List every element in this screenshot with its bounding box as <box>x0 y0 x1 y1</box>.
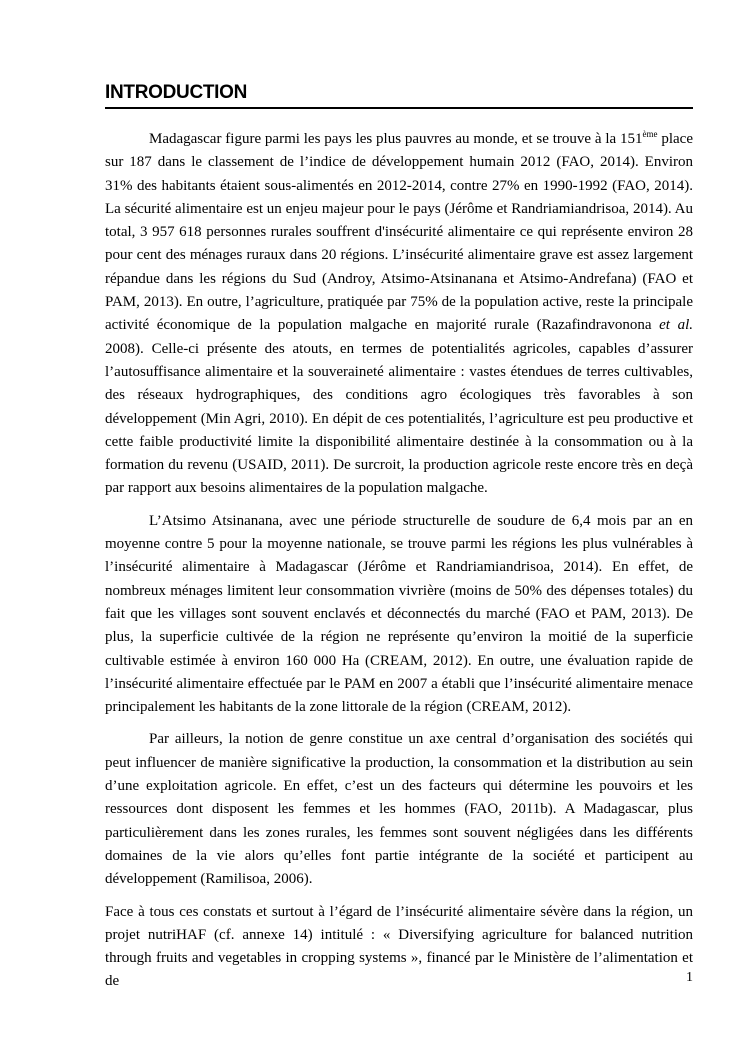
text-segment: ème <box>642 129 658 139</box>
text-segment: place sur 187 dans le classement de l’indice de développement humain 2012 (FAO, 2014). Environ 31% des habitants étaient sous-alimentés en 2012-2014, contre 27% en 1990-1992 (FAO, 2014). La sécurité alimentaire est un enjeu majeur pour le pays (Jérôme et Randriamiandrisoa, 2014). Au total, 3 957 618 personnes rurales souffrent d'insécurité alimentaire ce qui représente environ 28 pour cent des ménages ruraux dans 20 régions. L’insécurité alimentaire grave est assez largement répandue dans les régions du Sud (Androy, Atsimo-Atsinanana et Atsimo-Andrefana) (FAO et PAM, 2013). En outre, l’agriculture, pratiquée par 75% de la population active, reste la principale activité économique de la population malgache en majorité rurale (Razafindravonona <box>105 131 694 334</box>
text-segment: L’Atsimo Atsinanana, avec une période structurelle de soudure de 6,4 mois par an en moyenne contre 5 pour la moyenne nationale, se trouve parmi les régions les plus vulnérables à l’insécurité alimentaire à Madagascar (Jérôme et Randriamiandrisoa, 2014). En effet, de nombreux ménages limitent leur consommation vivrière (moins de 50% des dépenses totales) du fait que les villages sont souvent enclavés et déconnectés du marché (FAO et PAM, 2013). De plus, la superficie cultivée de la région ne représente qu’environ la moitié de la superficie cultivable estimée à environ 160 000 Ha (CREAM, 2012). En outre, une évaluation rapide de l’insécurité alimentaire effectuée par le PAM en 2007 a établi que l’insécurité alimentaire menace principalement les habitants de la zone littorale de la région (CREAM, 2012). <box>105 512 693 716</box>
text-segment: et al. <box>659 317 693 334</box>
paragraph <box>105 128 693 501</box>
paragraphs <box>105 128 693 994</box>
section-heading: INTRODUCTION <box>105 82 693 109</box>
page-number: 1 <box>686 970 693 985</box>
text-segment: Par ailleurs, la notion de genre constitue un axe central d’organisation des sociétés qui peut influencer de manière significative la production, la consommation et la distribution au sein d’une exploitation agricole. En effet, c’est un des facteurs qui détermine les pouvoirs et les ressources dont disposent les femmes et les hommes (FAO, 2011b). A Madagascar, plus particulièrement dans les zones rurales, les femmes sont souvent négligées dans les différents domaines de la vie alors qu’elles font partie intégrante de la société et participent au développement (Ramilisoa, 2006). <box>105 731 693 888</box>
text-segment: Madagascar figure parmi les pays les plus pauvres au monde, et se trouve à la 151 <box>149 131 643 147</box>
document-page <box>105 82 693 994</box>
paragraph <box>105 728 693 891</box>
paragraph <box>105 510 693 720</box>
text-segment: Face à tous ces constats et surtout à l’égard de l’insécurité alimentaire sévère dans la région, un projet nutriHAF (cf. annexe 14) intitulé : « Diversifying agriculture for balanced nutrition through fruits and vegetables in cropping systems », financé par le Ministère de l’alimentation et de <box>105 903 693 990</box>
paragraph <box>105 901 693 994</box>
text-segment: 2008). Celle-ci présente des atouts, en termes de potentialités agricoles, capables d’assurer l’autosuffisance alimentaire et la souveraineté alimentaire : vastes étendues de terres cultivables, des réseaux hydrographiques, des conditions agro écologiques très favorables à son développement (Min Agri, 2010). En dépit de ces potentialités, l’agriculture est peu productive et cette faible productivité limite la disponibilité alimentaire destinée à la consommation ou à la formation du revenu (USAID, 2011). De surcroit, la production agricole reste encore très en deçà par rapport aux besoins alimentaires de la population malgache. <box>105 340 693 497</box>
